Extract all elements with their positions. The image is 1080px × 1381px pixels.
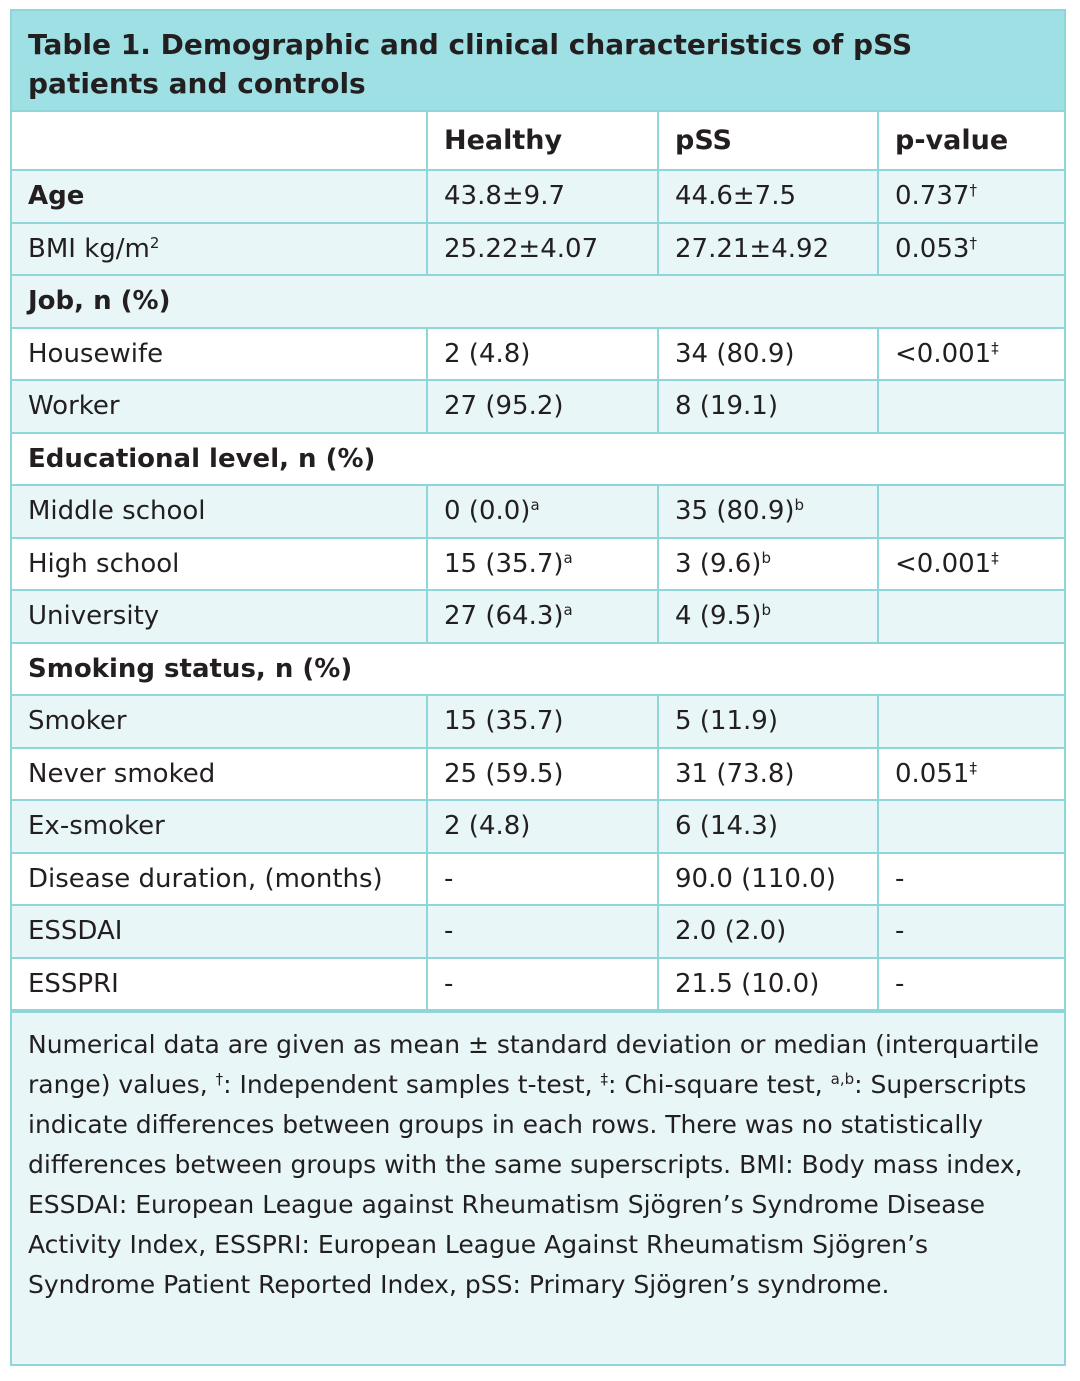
section-row	[12, 643, 1064, 696]
pss-value: 4 $(9.5)^b$	[658, 590, 878, 643]
p-value: -	[878, 958, 1064, 1011]
row-label: Housewife	[12, 328, 427, 381]
table-row	[12, 485, 1064, 538]
table-row	[12, 223, 1064, 276]
pss-value: 2.0 (2.0)	[658, 905, 878, 958]
healthy-value: 2 (4.8)	[427, 800, 658, 853]
pss-value: 3 $(9.6)^b$	[658, 538, 878, 591]
pss-value: 35 $(80.9)^b$	[658, 485, 878, 538]
healthy-value: 25.22±4.07	[427, 223, 658, 276]
table-row	[12, 853, 1064, 906]
section-smoking: Smoking status, n (%)	[12, 643, 1064, 696]
table-row	[12, 905, 1064, 958]
section-education: Educational level, n (%)	[12, 433, 1064, 486]
p-value	[878, 485, 1064, 538]
row-label: Never smoked	[12, 748, 427, 801]
row-label: Ex-smoker	[12, 800, 427, 853]
p-value: -	[878, 853, 1064, 906]
healthy-value: 43.8±9.7	[427, 170, 658, 223]
p-value: 0.051‡	[878, 748, 1064, 801]
p-value: 0.053†	[878, 223, 1064, 276]
table-row	[12, 800, 1064, 853]
header-pss: pSS	[658, 112, 878, 170]
header-row	[12, 112, 1064, 170]
section-job: Job, n (%)	[12, 275, 1064, 328]
pss-value: 27.21±4.92	[658, 223, 878, 276]
row-label: Worker	[12, 380, 427, 433]
section-row	[12, 275, 1064, 328]
table-row	[12, 958, 1064, 1011]
healthy-value: 0 $(0.0)^a$	[427, 485, 658, 538]
p-value: -	[878, 905, 1064, 958]
section-row	[12, 433, 1064, 486]
table-footnote: Numerical data are given as mean ± standard deviation or median (interquartile range) values, †: Independent samples t-test, ‡: Chi-square test, $^{a,b}$: Superscripts indicate differences between groups in each rows. There was no statistically differences between groups with the same superscripts. BMI: Body mass index, ESSDAI: European League against Rheumatism Sjögren’s Syndrome Disease Activity Index, ESSPRI: European League Against Rheumatism Sjögren’s Syndrome Patient Reported Index, pSS: Primary Sjögren’s syndrome.	[12, 1011, 1064, 1364]
pss-value: 8 (19.1)	[658, 380, 878, 433]
table-row	[12, 538, 1064, 591]
p-value	[878, 380, 1064, 433]
row-label: BMI $kg/m^2$	[12, 223, 427, 276]
p-value: 0.737†	[878, 170, 1064, 223]
healthy-value: 2 (4.8)	[427, 328, 658, 381]
header-empty	[12, 112, 427, 170]
row-label: ESSDAI	[12, 905, 427, 958]
table-container	[10, 9, 1066, 1366]
table-row	[12, 328, 1064, 381]
characteristics-table	[12, 112, 1064, 1011]
table-title: Table 1. Demographic and clinical characteristics of pSS patients and controls	[12, 11, 1064, 112]
p-value: <0.001‡	[878, 328, 1064, 381]
row-label: Middle school	[12, 485, 427, 538]
header-p-value: p-value	[878, 112, 1064, 170]
healthy-value: -	[427, 905, 658, 958]
pss-value: 5 (11.9)	[658, 695, 878, 748]
p-value	[878, 590, 1064, 643]
table-row	[12, 695, 1064, 748]
healthy-value: 15 $(35.7)^a$	[427, 538, 658, 591]
pss-value: 44.6±7.5	[658, 170, 878, 223]
pss-value: 6 (14.3)	[658, 800, 878, 853]
row-label: Smoker	[12, 695, 427, 748]
table-row	[12, 748, 1064, 801]
healthy-value: 27 $(64.3)^a$	[427, 590, 658, 643]
healthy-value: -	[427, 958, 658, 1011]
row-label: Disease duration, (months)	[12, 853, 427, 906]
row-label: High school	[12, 538, 427, 591]
header-healthy: Healthy	[427, 112, 658, 170]
p-value	[878, 800, 1064, 853]
row-label: ESSPRI	[12, 958, 427, 1011]
pss-value: 90.0 (110.0)	[658, 853, 878, 906]
p-value: <0.001‡	[878, 538, 1064, 591]
pss-value: 34 (80.9)	[658, 328, 878, 381]
p-value	[878, 695, 1064, 748]
row-label: Age	[12, 170, 427, 223]
pss-value: 21.5 (10.0)	[658, 958, 878, 1011]
row-label: University	[12, 590, 427, 643]
table-row	[12, 380, 1064, 433]
healthy-value: 25 (59.5)	[427, 748, 658, 801]
pss-value: 31 (73.8)	[658, 748, 878, 801]
healthy-value: 27 (95.2)	[427, 380, 658, 433]
table-row	[12, 170, 1064, 223]
table-row	[12, 590, 1064, 643]
healthy-value: 15 (35.7)	[427, 695, 658, 748]
healthy-value: -	[427, 853, 658, 906]
